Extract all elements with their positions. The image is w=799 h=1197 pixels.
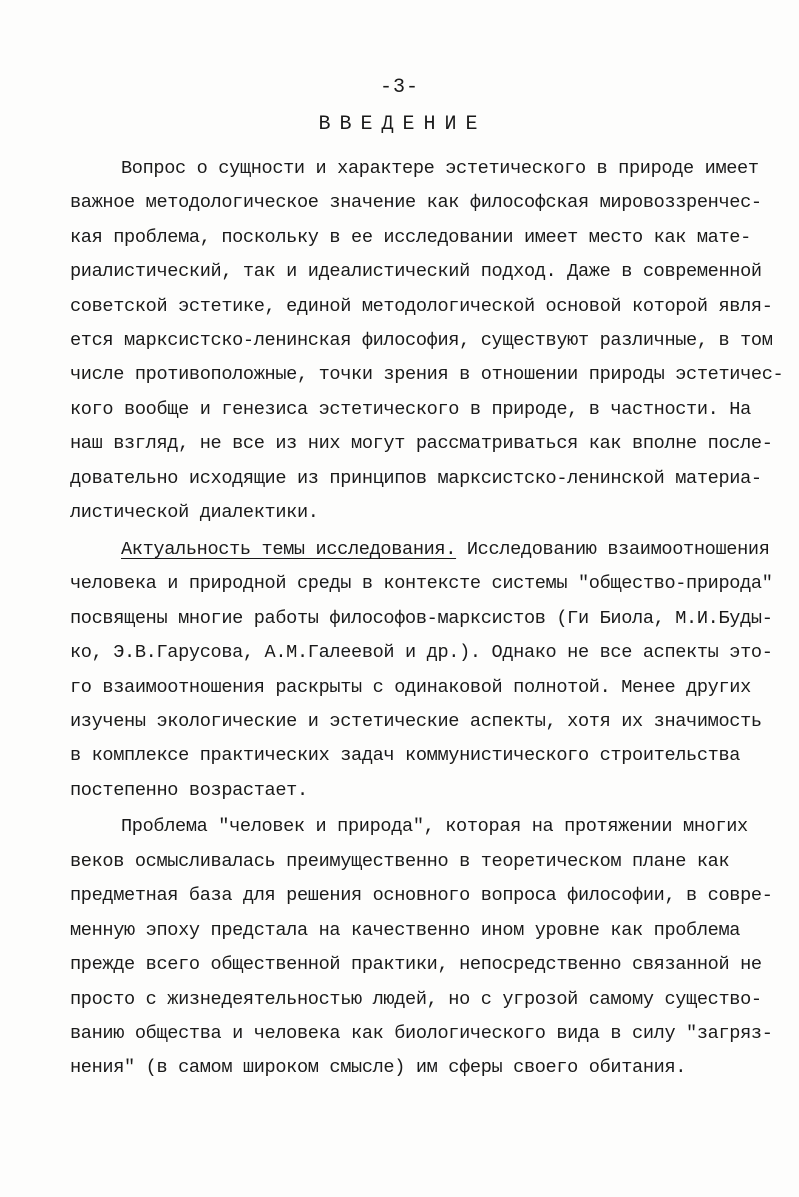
section-heading: ВВЕДЕНИЕ <box>318 113 487 136</box>
text-line: веков осмысливалась преимущественно в теоретическом плане как <box>70 851 730 872</box>
text-line: просто с жизнедеятельностью людей, но с угрозой самому существо- <box>70 989 762 1010</box>
text-line: го взаимоотношения раскрыты с одинаковой полнотой. Менее других <box>70 677 751 698</box>
text-line: Проблема "человек и природа", которая на протяжении многих <box>121 816 748 837</box>
text-line: прежде всего общественной практики, непосредственно связанной не <box>70 954 762 975</box>
text-line: важное методологическое значение как философская мировоззренчес- <box>70 192 762 213</box>
text-line: наш взгляд, не все из них могут рассматриваться как вполне после- <box>70 433 773 454</box>
text-line: менную эпоху предстала на качественно ином уровне как проблема <box>70 920 741 941</box>
text-line: ко, Э.В.Гарусова, А.М.Галеевой и др.). Однако не все аспекты это- <box>70 642 773 663</box>
text-line: посвящены многие работы философов-марксистов (Ги Биола, М.И.Буды- <box>70 608 773 629</box>
text-line: кого вообще и генезиса эстетического в природе, в частности. На <box>70 399 751 420</box>
text-line <box>121 533 770 567</box>
text-line: предметная база для решения основного вопроса философии, в совре- <box>70 885 773 906</box>
text-line: нения" (в самом широком смысле) им сферы своего обитания. <box>70 1057 687 1078</box>
text-line: изучены экологические и эстетические аспекты, хотя их значимость <box>70 711 762 732</box>
text-line: советской эстетике, единой методологической основой которой явля- <box>70 296 773 317</box>
text-line: довательно исходящие из принципов марксистско-ленинской материа- <box>70 468 762 489</box>
text-line: ванию общества и человека как биологического вида в силу "загряз- <box>70 1023 773 1044</box>
text-line: риалистический, так и идеалистический подход. Даже в современной <box>70 261 762 282</box>
text-line: постепенно возрастает. <box>70 780 308 801</box>
text-line: в комплексе практических задач коммунистического строительства <box>70 745 741 766</box>
text-line: кая проблема, поскольку в ее исследовании имеет место как мате- <box>70 227 751 248</box>
page-number: -3- <box>379 76 419 99</box>
text-line: Вопрос о сущности и характере эстетического в природе имеет <box>121 158 759 179</box>
text-line: ется марксистско-ленинская философия, существуют различные, в том <box>70 330 773 351</box>
text-line: числе противоположные, точки зрения в отношении природы эстетичес- <box>70 364 784 385</box>
text-line: человека и природной среды в контексте системы "общество-природа" <box>70 573 773 594</box>
text-line: листической диалектики. <box>70 502 319 523</box>
section-subtitle: Актуальность темы исследования. <box>121 539 457 560</box>
text-line-rest: Исследованию взаимоотношения <box>456 539 770 560</box>
